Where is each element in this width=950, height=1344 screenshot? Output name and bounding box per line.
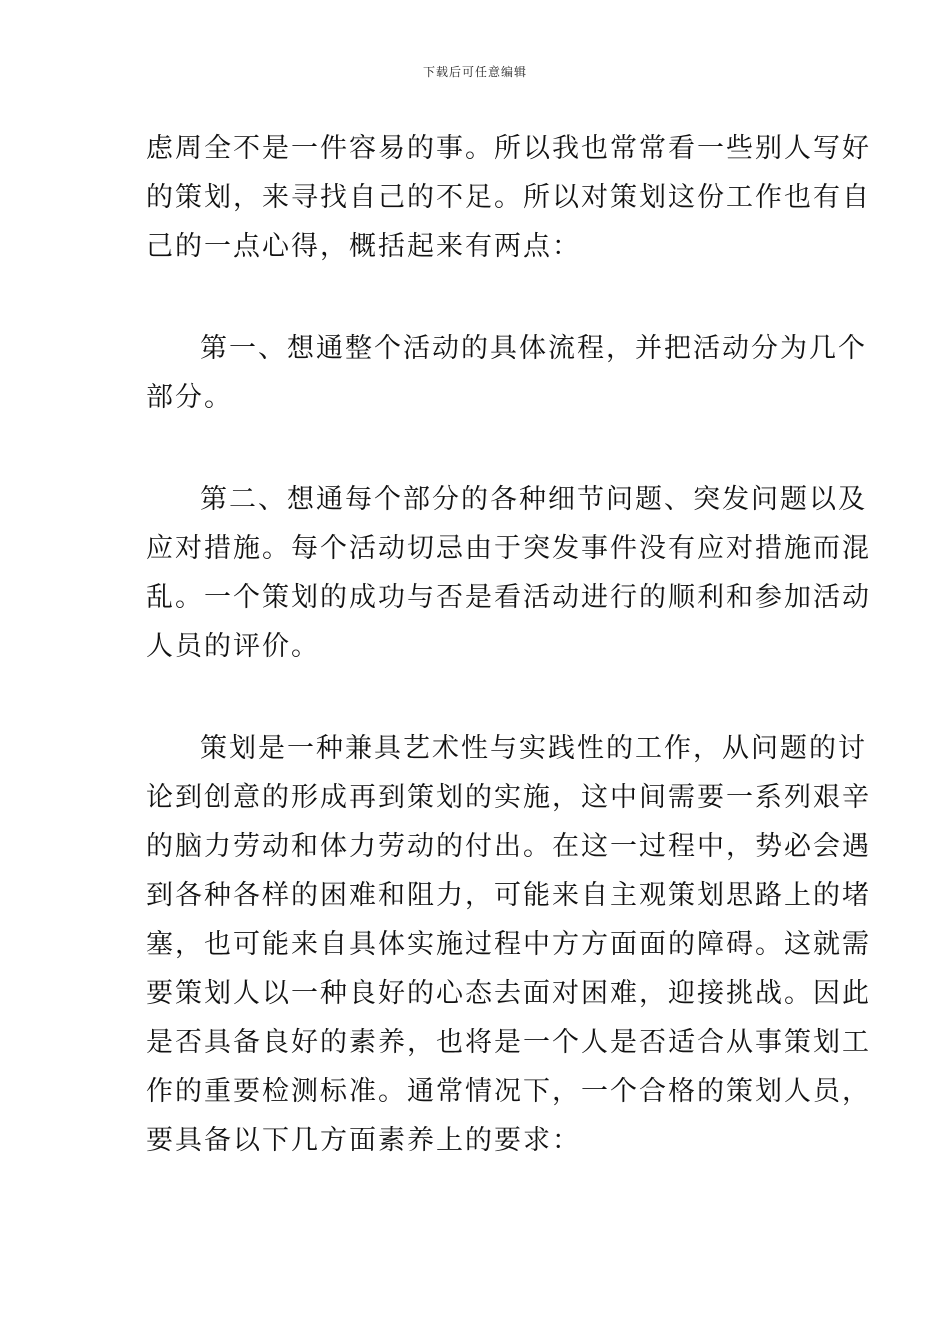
text-line: 是否具备良好的素养，也将是一个人是否适合从事策划工	[146, 1027, 871, 1058]
text-line: 第一、想通整个活动的具体流程，并把活动分为几个	[200, 333, 867, 364]
text-line: 要具备以下几方面素养上的要求：	[146, 1125, 581, 1156]
page-header-note: 下载后可任意编辑	[422, 65, 527, 79]
text-line: 塞，也可能来自具体实施过程中方方面面的障碍。这就需	[146, 929, 871, 960]
paragraph-3	[146, 475, 871, 671]
text-line: 己的一点心得，概括起来有两点：	[146, 231, 581, 262]
text-line: 第二、想通每个部分的各种细节问题、突发问题以及	[200, 484, 867, 515]
text-line: 要策划人以一种良好的心态去面对困难，迎接挑战。因此	[146, 978, 871, 1009]
text-line: 策划是一种兼具艺术性与实践性的工作，从问题的讨	[200, 733, 867, 764]
text-line: 作的重要检测标准。通常情况下，一个合格的策划人员，	[146, 1076, 871, 1107]
paragraph-1	[146, 124, 871, 271]
paragraph-4	[146, 724, 871, 1165]
document-body	[146, 124, 871, 1165]
text-line: 的脑力劳动和体力劳动的付出。在这一过程中，势必会遇	[146, 831, 871, 862]
text-line: 部分。	[146, 382, 233, 413]
paragraph-2	[146, 324, 867, 422]
text-line: 应对措施。每个活动切忌由于突发事件没有应对措施而混	[146, 533, 871, 564]
text-line: 的策划，来寻找自己的不足。所以对策划这份工作也有自	[146, 182, 871, 213]
text-line: 乱。一个策划的成功与否是看活动进行的顺利和参加活动	[146, 582, 871, 613]
text-line: 论到创意的形成再到策划的实施，这中间需要一系列艰辛	[146, 782, 871, 813]
text-line: 到各种各样的困难和阻力，可能来自主观策划思路上的堵	[146, 880, 871, 911]
text-line: 人员的评价。	[146, 631, 320, 662]
text-line: 虑周全不是一件容易的事。所以我也常常看一些别人写好	[146, 133, 871, 164]
